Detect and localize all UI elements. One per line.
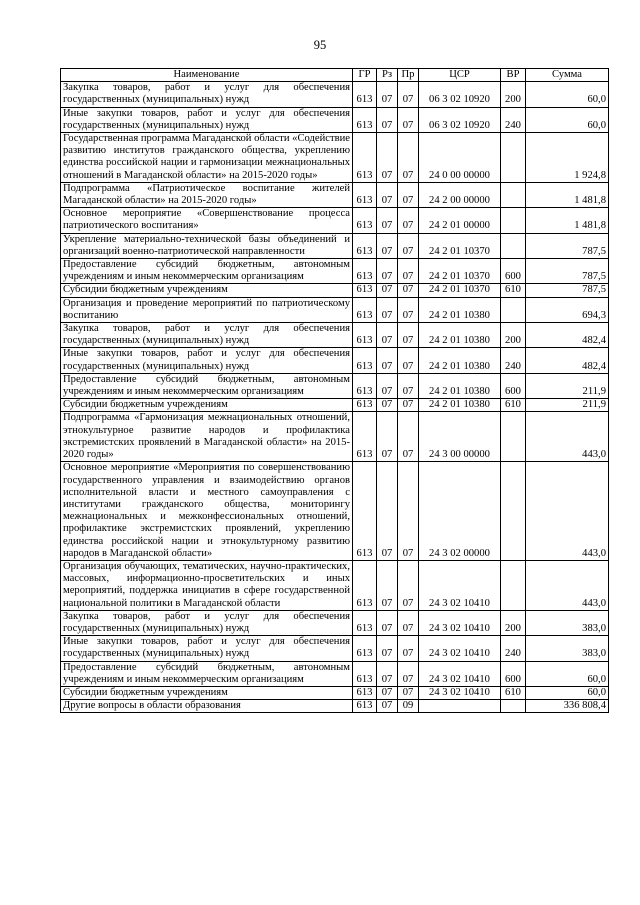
cell-pr: 07 (398, 348, 419, 373)
cell-csr: 24 2 01 10380 (419, 373, 501, 398)
cell-gr: 613 (353, 297, 377, 322)
table-row (61, 636, 609, 661)
cell-name: Субсидии бюджетным учреждениям (61, 686, 353, 699)
cell-rz: 07 (377, 412, 398, 462)
cell-rz: 07 (377, 182, 398, 207)
table-row (61, 233, 609, 258)
table-row (61, 610, 609, 635)
cell-vr: 600 (501, 259, 526, 284)
cell-pr: 09 (398, 700, 419, 713)
table-row (61, 412, 609, 462)
table-row (61, 560, 609, 610)
cell-vr (501, 208, 526, 233)
cell-sum: 1 481,8 (526, 182, 609, 207)
cell-rz: 07 (377, 661, 398, 686)
table-header-row (61, 69, 609, 82)
cell-vr (501, 297, 526, 322)
table-row (61, 373, 609, 398)
cell-rz: 07 (377, 610, 398, 635)
cell-gr: 613 (353, 686, 377, 699)
table-row (61, 399, 609, 412)
cell-csr: 24 2 00 00000 (419, 182, 501, 207)
table-row (61, 182, 609, 207)
cell-csr: 24 2 01 10380 (419, 297, 501, 322)
cell-vr: 600 (501, 373, 526, 398)
page-number: 95 (313, 38, 327, 52)
cell-sum: 336 808,4 (526, 700, 609, 713)
cell-gr: 613 (353, 233, 377, 258)
cell-csr: 24 3 02 10410 (419, 560, 501, 610)
cell-name: Основное мероприятие «Мероприятия по совершенствованию государственного управления и взаимодействию органов исполнительной власти и местного самоуправления с институтами гражданского общества, мониторингу межнациональных и межконфессиональных отношений, профилактике экстремистских проявлений, укреплению единства российской нации и этнокультурному развитию народов в Магаданской области» (61, 462, 353, 561)
cell-vr (501, 233, 526, 258)
cell-pr: 07 (398, 323, 419, 348)
cell-gr: 613 (353, 636, 377, 661)
cell-vr: 610 (501, 284, 526, 297)
cell-sum: 383,0 (526, 636, 609, 661)
cell-gr: 613 (353, 373, 377, 398)
table-row (61, 284, 609, 297)
cell-csr: 24 3 02 10410 (419, 636, 501, 661)
cell-vr: 240 (501, 107, 526, 132)
cell-pr: 07 (398, 107, 419, 132)
cell-gr: 613 (353, 610, 377, 635)
cell-sum: 443,0 (526, 560, 609, 610)
cell-csr: 24 3 02 10410 (419, 661, 501, 686)
cell-vr (501, 412, 526, 462)
cell-vr: 200 (501, 610, 526, 635)
cell-gr: 613 (353, 560, 377, 610)
cell-pr: 07 (398, 208, 419, 233)
cell-pr: 07 (398, 412, 419, 462)
header-csr: ЦСР (419, 69, 501, 82)
cell-rz: 07 (377, 560, 398, 610)
cell-csr: 24 2 01 10380 (419, 399, 501, 412)
cell-sum: 482,4 (526, 323, 609, 348)
cell-pr: 07 (398, 233, 419, 258)
cell-name: Субсидии бюджетным учреждениям (61, 284, 353, 297)
table-row (61, 323, 609, 348)
cell-pr: 07 (398, 686, 419, 699)
cell-name: Другие вопросы в области образования (61, 700, 353, 713)
table-row (61, 297, 609, 322)
cell-gr: 613 (353, 182, 377, 207)
cell-name: Укрепление материально-технической базы объединений и организаций военно-патриотической направленности (61, 233, 353, 258)
cell-sum: 60,0 (526, 82, 609, 107)
cell-sum: 60,0 (526, 661, 609, 686)
cell-name: Иные закупки товаров, работ и услуг для обеспечения государственных (муниципальных) нужд (61, 107, 353, 132)
cell-name: Закупка товаров, работ и услуг для обеспечения государственных (муниципальных) нужд (61, 610, 353, 635)
cell-name: Подпрограмма «Гармонизация межнациональных отношений, этнокультурное развитие народов и профилактика экстремистских проявлений в Магаданской области» на 2015-2020 годы» (61, 412, 353, 462)
cell-rz: 07 (377, 348, 398, 373)
cell-csr: 24 2 01 10370 (419, 233, 501, 258)
cell-rz: 07 (377, 133, 398, 183)
cell-rz: 07 (377, 323, 398, 348)
cell-pr: 07 (398, 462, 419, 561)
cell-gr: 613 (353, 399, 377, 412)
cell-gr: 613 (353, 700, 377, 713)
cell-pr: 07 (398, 259, 419, 284)
cell-csr: 24 2 01 10380 (419, 348, 501, 373)
cell-pr: 07 (398, 636, 419, 661)
cell-name: Субсидии бюджетным учреждениям (61, 399, 353, 412)
cell-sum: 1 481,8 (526, 208, 609, 233)
cell-sum: 787,5 (526, 284, 609, 297)
cell-sum: 787,5 (526, 233, 609, 258)
cell-csr: 24 0 00 00000 (419, 133, 501, 183)
cell-sum: 787,5 (526, 259, 609, 284)
cell-rz: 07 (377, 462, 398, 561)
header-gr: ГР (353, 69, 377, 82)
cell-sum: 443,0 (526, 412, 609, 462)
header-name: Наименование (61, 69, 353, 82)
cell-sum: 211,9 (526, 399, 609, 412)
cell-name: Подпрограмма «Патриотическое воспитание жителей Магаданской области» на 2015-2020 годы» (61, 182, 353, 207)
cell-rz: 07 (377, 82, 398, 107)
cell-vr: 240 (501, 636, 526, 661)
cell-name: Предоставление субсидий бюджетным, автономным учреждениям и иным некоммерческим организациям (61, 373, 353, 398)
cell-csr: 24 3 02 00000 (419, 462, 501, 561)
cell-name: Иные закупки товаров, работ и услуг для обеспечения государственных (муниципальных) нужд (61, 348, 353, 373)
cell-pr: 07 (398, 297, 419, 322)
cell-gr: 613 (353, 208, 377, 233)
cell-pr: 07 (398, 133, 419, 183)
cell-rz: 07 (377, 107, 398, 132)
cell-gr: 613 (353, 348, 377, 373)
cell-rz: 07 (377, 284, 398, 297)
cell-rz: 07 (377, 259, 398, 284)
cell-vr: 200 (501, 82, 526, 107)
cell-sum: 211,9 (526, 373, 609, 398)
cell-sum: 482,4 (526, 348, 609, 373)
cell-pr: 07 (398, 610, 419, 635)
budget-table (60, 68, 609, 713)
header-sum: Сумма (526, 69, 609, 82)
cell-rz: 07 (377, 636, 398, 661)
table-row (61, 700, 609, 713)
cell-vr (501, 133, 526, 183)
cell-name: Основное мероприятие «Совершенствование процесса патриотического воспитания» (61, 208, 353, 233)
cell-vr: 610 (501, 686, 526, 699)
cell-gr: 613 (353, 661, 377, 686)
header-vr: ВР (501, 69, 526, 82)
cell-sum: 443,0 (526, 462, 609, 561)
cell-pr: 07 (398, 82, 419, 107)
cell-pr: 07 (398, 661, 419, 686)
cell-name: Закупка товаров, работ и услуг для обеспечения государственных (муниципальных) нужд (61, 82, 353, 107)
header-rz: Рз (377, 69, 398, 82)
cell-rz: 07 (377, 297, 398, 322)
cell-gr: 613 (353, 107, 377, 132)
cell-vr (501, 700, 526, 713)
cell-rz: 07 (377, 373, 398, 398)
cell-vr: 610 (501, 399, 526, 412)
cell-rz: 07 (377, 686, 398, 699)
cell-gr: 613 (353, 284, 377, 297)
cell-pr: 07 (398, 182, 419, 207)
cell-gr: 613 (353, 82, 377, 107)
cell-sum: 1 924,8 (526, 133, 609, 183)
cell-csr: 24 3 00 00000 (419, 412, 501, 462)
table-row (61, 661, 609, 686)
cell-vr: 600 (501, 661, 526, 686)
cell-rz: 07 (377, 233, 398, 258)
cell-rz: 07 (377, 700, 398, 713)
table-row (61, 82, 609, 107)
cell-gr: 613 (353, 462, 377, 561)
cell-name: Организация обучающих, тематических, научно-практических, массовых, информационно-просветительских и иных мероприятий, поддержка инициатив в сфере государственной национальной политики в Магаданской области (61, 560, 353, 610)
cell-pr: 07 (398, 399, 419, 412)
cell-sum: 60,0 (526, 107, 609, 132)
table-row (61, 462, 609, 561)
table-row (61, 259, 609, 284)
cell-pr: 07 (398, 284, 419, 297)
cell-csr: 06 3 02 10920 (419, 107, 501, 132)
cell-name: Организация и проведение мероприятий по патриотическому воспитанию (61, 297, 353, 322)
cell-name: Иные закупки товаров, работ и услуг для обеспечения государственных (муниципальных) нужд (61, 636, 353, 661)
cell-csr: 24 3 02 10410 (419, 686, 501, 699)
cell-csr: 24 2 01 10370 (419, 259, 501, 284)
table-row (61, 208, 609, 233)
cell-gr: 613 (353, 412, 377, 462)
cell-sum: 694,3 (526, 297, 609, 322)
table-row (61, 348, 609, 373)
table-row (61, 107, 609, 132)
cell-csr: 24 3 02 10410 (419, 610, 501, 635)
cell-gr: 613 (353, 259, 377, 284)
cell-vr (501, 462, 526, 561)
cell-sum: 60,0 (526, 686, 609, 699)
table-row (61, 133, 609, 183)
cell-name: Государственная программа Магаданской области «Содействие развитию институтов гражданского общества, укреплению единства российской нации и гармонизации межнациональных отношений в Магаданской области» на 2015-2020 годы» (61, 133, 353, 183)
cell-name: Предоставление субсидий бюджетным, автономным учреждениям и иным некоммерческим организациям (61, 259, 353, 284)
header-pr: Пр (398, 69, 419, 82)
cell-csr: 06 3 02 10920 (419, 82, 501, 107)
cell-pr: 07 (398, 560, 419, 610)
cell-csr: 24 2 01 00000 (419, 208, 501, 233)
cell-rz: 07 (377, 399, 398, 412)
cell-sum: 383,0 (526, 610, 609, 635)
cell-name: Закупка товаров, работ и услуг для обеспечения государственных (муниципальных) нужд (61, 323, 353, 348)
cell-vr (501, 182, 526, 207)
cell-gr: 613 (353, 323, 377, 348)
cell-rz: 07 (377, 208, 398, 233)
cell-csr (419, 700, 501, 713)
cell-csr: 24 2 01 10370 (419, 284, 501, 297)
cell-name: Предоставление субсидий бюджетным, автономным учреждениям и иным некоммерческим организациям (61, 661, 353, 686)
table-body (61, 82, 609, 713)
cell-vr: 240 (501, 348, 526, 373)
cell-vr: 200 (501, 323, 526, 348)
table-row (61, 686, 609, 699)
cell-csr: 24 2 01 10380 (419, 323, 501, 348)
cell-pr: 07 (398, 373, 419, 398)
cell-gr: 613 (353, 133, 377, 183)
cell-vr (501, 560, 526, 610)
